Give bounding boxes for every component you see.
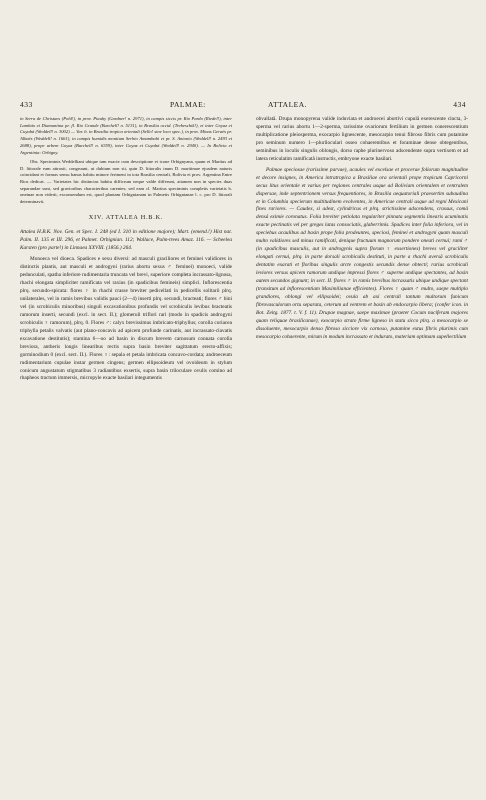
page-number-left: 433 <box>20 100 33 109</box>
left-column <box>20 116 232 786</box>
page-number-right: 434 <box>453 100 466 109</box>
running-title-left: PALMAE: <box>170 100 206 109</box>
right-column <box>256 116 468 786</box>
running-header <box>20 100 466 112</box>
observation-note: Obs. Speciminis Weddelliani ubique tam exacte cum descriptione et icone Orbignyana, quam et Martius ad D. littorale eam attraxit, congruunt, ut dubium non sit, quin D. littoralis inum D. maritimae ejusdem naturis coincidant et formas sensu banus habitu minore ferimeni in tota Brasilia centrali, Bolivia et prov. Argentina Entre Rios dedicat. — Varietates hic distinctas habitu difficrum neque valde differunt, attamen non in species duas separandae sunt, sed gravioribus characteribus carentes; sed eam cl. Martius speciminis completis varietatis b. onetnae non viderit, exconsendum est, quod plantam Orbignianam in Palmetis Orbignianae l. c. pro D. littorali determinavit. <box>20 159 232 204</box>
section-title: XIV. ATTALEA H.B.K. <box>88 214 164 222</box>
genus-description: Monoeca vel dioeca. Spadices e sexu diversi: ad masculi graciliores et feminei validiores in distinctis plantis, aut masculi et androgyni (rarius abortu sexus ♂ feminei) monoeci, valide pedunculati, spatha inferiore rudimentaria truncata vel brevi, superiore completa incrassato-lignosa, rhachi elongata simpliciter ramificata vel raxius (in spadicibus femineis) simplici. Inflorescentia plrq. secundo-spicata: flores ♀ in rhachi crasse breviter pedicellati in pedicellis solitarii plrq. unilaterales, vel in ramis brevibus validis pauci (2—4) inserti plrq. secundi, bracteati; flores ♂ bini vel (in scrobiculis minoribus) singuli excavationibus profundis vel scrobiculis levibus bracteatis ramorum inserti, secundi (excl. in sect. II.); glomeruli triflori rari (modo in spadicis androgyni scrobiculis ♀ ramorum), plrq. 0. Flores ♂: calyx brevissimus imbricato-triphyllus; corolla coriacea triphylla petalis valvatis (aut plano-concavis ad apicem profunde carinatis, aut incrassato-clavatis excavatione destitutis); stamina 6—oo ad basin in discum brevem carnosum connata corolla breviora, antheris longis linearibus rectis supra basin breviter sagittatum erecto-affixis; gorminodium 0 (excl. sect. II.). Flores ♀: sepala et petala imbricata concavo-cordata; androeceum rudimentarium cupulae instar germen cingens; germen ellipsoideum vel ovoideum in stylum conicum angustatum stigmatibus 3 radiantibus exsertis, supra basin triloculare ovulis comino ad rhapheos tractum immersis, micropyle exacte basilari integumentis <box>20 256 232 382</box>
habit-description: Palmae speciosae (rarissime parvae), acaules vel excelsae et procerae foliorum magnitudine et decore insignes, in America intratropica a Brasiliae ora orientali prope tropicum Capricorni secus litus orientale et varius per regiones centrales usque ad Boliviam orientalem et centralem dispersae, inde septentrionem versus frequentiores, in Brasilia aequatoriali praesertim subaudina et in Columbia specierum multitudinem evolventes, in Americae centrali usque ad regni Mexicani fines rariores. — Caudex, si adest, cylindricus et plrq. strictissime adscendens, crassus, comâ densâ eximie coronatus. Folia breviter petiolata regulariter pinnata segmentis linearis acuminatis exacte pectinatis vel per greges latas consociatis, glaberrimis. Spadices inter folia inferiora, vel in speciebus acaulibus ad basin prope folia prodeuntes, speciosi, feminei et androgyni quam masculi multo validiores sed minus ramificati, denique fructuum magnorum pondere oneati cernui; rami ♂ (in spadicibus masculis, aut in androgynis supra florum ♀ exsertiones) breves vel graciliter elongati cernui, plrq. in parte dorsali scrobiculis destituti, in parte a rhachi aversâ scrobiculis dentatim exarati et floribus singulis arcte congestis secundis dense obtecti; rarius scrobiculi leviores versus apicem ramorum undique impressi flores ♂ superne undique spectantes, ad basin autem secundos gignunt; in sect. II. flores ♂ in ramis brevibus incrassatis ubique undique spectant (transitum ad inflorescentiam Maximilianae efficientes). Flores ♀ quam ♂ multo, saepe multiplo grandiores, oblongi vel ellipsoidei; ovula ab axi centrali tantum multorum funicum fibrovasculorum ortu separata, ceterum ad ventrem et basin ab endocarpio libera; (confer icon. in Bot. Zeitg. 1877. t. V. f. 11). Drupae magnae, saepe maximae (praeter Cocum nuciferam majores quam reliquae brasilicanae), exocarpio strato firme ligneso in statu sicco plrq. a mesocarpio se dissoluente, mesocarpio denso fibroso sicciore vix carnoso, putamine extus fibris plurimis cum mesocarpio cohaerente, mirum in modum incrassato et indurato, materiam optimam supellectilium <box>256 166 468 340</box>
locality-paragraph: in Serra de Christaes (Pohl!), in prov. Piauhy (Gardner! n. 2971), in campis siccis pr. Rio Pardo (Riedel!), inter Lambáo et Diamantina pr. fl. Rio Grande (Burchell! n. 5131), in Brasilia occid. (Trebeschik!), et inter Goyaz et Cuyabá (Weddell! n. 3002) — Var. b. in Brasilia tropica orientali (Sello! sine loco spec.), in prov. Minas Geraës pr. Albaës (Weddell! n. 1661), in campis humidis montium Serbio Amambahi et pr. S. Antonio (Weddell! n. 2493 et 2688), prope urbem Goyaz (Burchell! n. 6359), inter Goyaz et Cuyabá (Weddell! n. 2940). — In Bolivia et Argentinia: Orbigny. <box>20 116 232 155</box>
fruit-description: obvallatâ. Drupa monopyrena valide induviata et androecei abortivi cupulâ exerescente cincta, 3-sperma vel rarius abortu 1—2-sperma, rarissime ovariorum fertilium in germen conerescentium multiplicatione pleiosperma, exocarpio lignescente, mesocarpio tenui fibroso fibris cum putamine pro seminum numero 1—pluriloculari osseo cohaerentibus et foraminae dense obtegentibus, seminibus in loculis singulis oblongis, dorso raphe plurinervoso adscendente supra vertixem et ad latera reticulatim ramificatâ instructis, embryone exacte basilari. <box>256 116 468 162</box>
genus-reference: Attalea H.B.K. Nov. Gen. et Spec. I. 248 (ed I. 310 in editione majore); Mart. (emend.!) Hist nat. Palm. II. 135 et III. 296, et Palmet. Orbignian. 112; Wallace, Palm-trees Amaz. 116. — Scheelea Karsten (pro parte!) in Linnaea XXVIII. (1856.) 264. <box>20 229 232 252</box>
running-title-right: ATTALEA. <box>268 100 308 109</box>
